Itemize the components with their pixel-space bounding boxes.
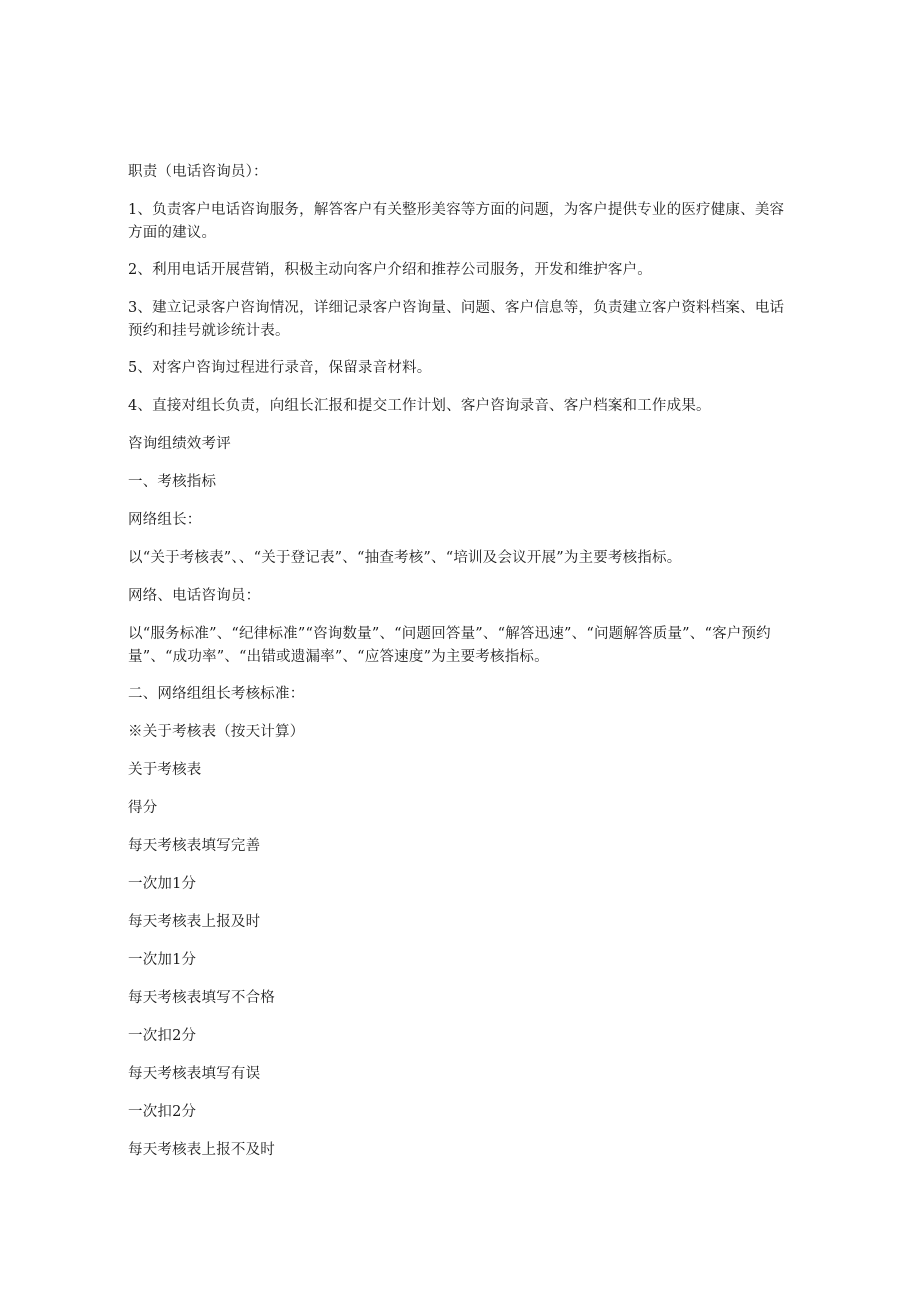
paragraph-evaluation-title: 咨询组绩效考评 (128, 436, 231, 452)
paragraph-row-1-item: 每天考核表填写完善 (128, 838, 261, 854)
paragraph-row-5-item: 每天考核表上报不及时 (128, 1142, 275, 1158)
paragraph-row-4-item: 每天考核表填写有误 (128, 1066, 261, 1082)
paragraph-section-1-heading: 一、考核指标 (128, 474, 217, 490)
paragraph-duty-2: 2、利用电话开展营销，积极主动向客户介绍和推荐公司服务，开发和维护客户。 (128, 262, 652, 278)
paragraph-duties-heading: 职责（电话咨询员）： (128, 164, 268, 180)
paragraph-row-4-score: 一次扣2分 (128, 1104, 197, 1120)
paragraph-row-1-score: 一次加1分 (128, 876, 197, 892)
paragraph-assessment-table-note: ※关于考核表（按天计算） (128, 724, 305, 740)
paragraph-row-3-item: 每天考核表填写不合格 (128, 990, 275, 1006)
paragraph-consultant-indicators: 以“服务标准”、“纪律标准”“咨询数量”、“问题回答量”、“解答迅速”、“问题解答质量”、“客户预约量”、“成功率”、“出错或遗漏率”、“应答速度”为主要考核指标。 (128, 626, 771, 665)
paragraph-duty-1: 1、负责客户电话咨询服务，解答客户有关整形美容等方面的问题，为客户提供专业的医疗健康、美容方面的建议。 (128, 202, 785, 241)
paragraph-network-leader-label: 网络组长： (128, 512, 202, 528)
paragraph-row-3-score: 一次扣2分 (128, 1028, 197, 1044)
paragraph-row-2-score: 一次加1分 (128, 952, 197, 968)
paragraph-table-header-score: 得分 (128, 800, 158, 816)
paragraph-row-2-item: 每天考核表上报及时 (128, 914, 261, 930)
paragraph-table-header-item: 关于考核表 (128, 762, 202, 778)
paragraph-duty-3: 3、建立记录客户咨询情况，详细记录客户咨询量、问题、客户信息等，负责建立客户资料档案、电话预约和挂号就诊统计表。 (128, 300, 785, 339)
paragraph-duty-4: 4、直接对组长负责，向组长汇报和提交工作计划、客户咨询录音、客户档案和工作成果。 (128, 398, 711, 414)
paragraph-network-leader-indicators: 以“关于考核表”、、“关于登记表”、“抽查考核”、“培训及会议开展”为主要考核指标。 (128, 550, 682, 566)
paragraph-consultant-label: 网络、电话咨询员： (128, 588, 261, 604)
paragraph-duty-5: 5、对客户咨询过程进行录音，保留录音材料。 (128, 360, 432, 376)
document-body (128, 161, 790, 1162)
paragraph-section-2-heading: 二、网络组组长考核标准： (128, 686, 305, 702)
